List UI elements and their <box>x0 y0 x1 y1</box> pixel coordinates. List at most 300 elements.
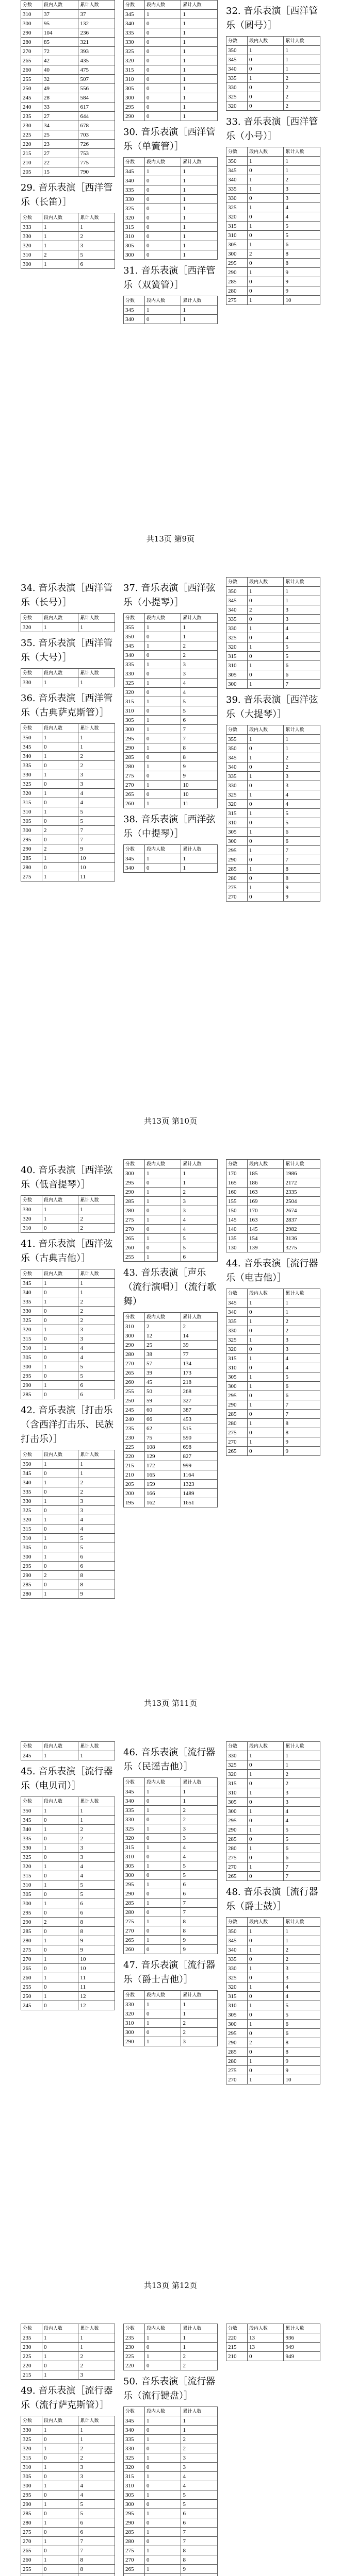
table-cell: 270 <box>124 1359 145 1368</box>
table-cell: 320 <box>226 1770 248 1779</box>
table-cell: 7 <box>78 2537 115 2546</box>
column-header: 分数 <box>124 2324 145 2333</box>
table-row <box>21 2370 115 2380</box>
table-cell: 9 <box>181 1945 218 1954</box>
table-cell: 0 <box>247 1955 284 1964</box>
table-row <box>124 1359 218 1368</box>
table-cell: 6 <box>181 1880 218 1889</box>
table-cell: 11 <box>78 1973 115 1982</box>
table-row <box>21 1224 115 1233</box>
table-row <box>124 641 218 651</box>
table-cell: 0 <box>247 166 284 175</box>
table-cell: 9 <box>78 844 115 854</box>
table-cell: 3 <box>284 1973 320 1982</box>
table-row <box>21 38 115 47</box>
table-row <box>226 1169 320 1178</box>
table-cell: 0 <box>247 2029 284 2038</box>
table-cell: 320 <box>21 1325 42 1334</box>
table-cell: 0 <box>42 2565 78 2574</box>
table-cell: 285 <box>124 1197 145 1206</box>
table-cell: 1 <box>247 175 284 184</box>
table-cell: 1 <box>42 1478 78 1487</box>
table-cell: 345 <box>21 742 42 752</box>
table-cell: 28 <box>42 93 78 103</box>
table-cell: 290 <box>21 1571 42 1580</box>
table-cell: 345 <box>124 306 145 315</box>
table-cell: 255 <box>21 2565 42 2574</box>
table-cell: 325 <box>21 779 42 789</box>
table-row <box>124 716 218 725</box>
table-cell: 5 <box>181 2490 218 2500</box>
table-cell: 335 <box>226 74 248 83</box>
table-cell: 2 <box>284 175 320 184</box>
table-cell: 172 <box>144 1461 181 1470</box>
table-cell: 300 <box>124 2028 145 2037</box>
table-cell: 775 <box>78 158 115 167</box>
table-cell: 145 <box>226 1215 248 1225</box>
table-header-row <box>21 2416 115 2426</box>
table-row <box>226 2352 320 2361</box>
table-cell: 230 <box>21 2343 42 2352</box>
table-cell: 300 <box>226 837 248 846</box>
section-title: 46. 音乐表演［流行器乐（民谣吉他）］ <box>123 1747 216 1772</box>
column-header: 累计人数 <box>284 1918 320 1927</box>
table-cell: 8 <box>181 743 218 753</box>
table-cell: 310 <box>226 818 248 827</box>
table-cell: 1 <box>181 93 218 103</box>
table-cell: 1 <box>144 2472 181 2481</box>
table-cell: 9 <box>284 892 320 902</box>
table-row <box>21 112 115 121</box>
table-cell: 275 <box>21 2528 42 2537</box>
table-row <box>226 2047 320 2057</box>
table-cell: 1 <box>144 2037 181 2046</box>
table-cell: 1 <box>247 74 284 83</box>
table-row <box>226 2001 320 2010</box>
table-cell: 8 <box>284 1419 320 1428</box>
table-cell: 7 <box>181 2528 218 2537</box>
table-row <box>124 112 218 121</box>
column <box>123 2324 218 2576</box>
table-cell: 34 <box>42 121 78 130</box>
table-row <box>226 624 320 633</box>
table-cell: 1 <box>284 1308 320 1317</box>
table-cell: 320 <box>226 800 248 809</box>
table-cell: 33 <box>42 103 78 112</box>
table-row <box>226 1825 320 1835</box>
table-cell: 1 <box>144 623 181 632</box>
table-cell: 170 <box>247 1206 284 1215</box>
table-cell: 285 <box>21 2509 42 2518</box>
table-cell: 1 <box>247 1964 284 1973</box>
table-cell: 350 <box>226 587 248 596</box>
section-title: 29. 音乐表演［西洋管乐（长笛）］ <box>21 182 113 208</box>
column-header: 分数 <box>226 725 248 735</box>
table-cell: 2 <box>181 1806 218 1815</box>
table-cell: 1 <box>284 587 320 596</box>
table-row <box>21 1534 115 1543</box>
table-cell: 330 <box>21 1205 42 1214</box>
table-cell: 310 <box>124 232 145 241</box>
table-cell: 345 <box>124 10 145 19</box>
table-cell: 265 <box>21 2546 42 2555</box>
table-cell: 300 <box>226 1382 248 1391</box>
table-cell: 1 <box>181 167 218 176</box>
table-cell: 0 <box>42 761 78 770</box>
table-cell: 0 <box>42 817 78 826</box>
table-cell: 320 <box>226 1982 248 1992</box>
table-cell: 13 <box>247 2343 284 2352</box>
table-cell: 165 <box>226 1178 248 1188</box>
table-row <box>21 47 115 56</box>
table-cell: 300 <box>124 1331 145 1341</box>
table-cell: 0 <box>144 250 181 260</box>
table-cell: 0 <box>247 286 284 296</box>
table-cell: 5 <box>284 231 320 240</box>
table-cell: 1 <box>144 781 181 790</box>
table-cell: 1 <box>78 1460 115 1469</box>
table-cell: 3 <box>284 615 320 624</box>
table-cell: 280 <box>124 2537 145 2546</box>
column-header: 分数 <box>124 614 145 623</box>
table-row <box>124 1498 218 1507</box>
table-cell: 0 <box>42 2472 78 2481</box>
table-cell: 1 <box>78 1288 115 1297</box>
table-cell: 1 <box>247 735 284 744</box>
table-cell: 0 <box>42 1580 78 1589</box>
table-cell: 1 <box>247 1400 284 1410</box>
table-cell: 300 <box>21 260 42 269</box>
column <box>226 1741 320 2089</box>
table-cell: 260 <box>21 2555 42 2565</box>
table-cell: 2 <box>284 92 320 101</box>
table-cell: 225 <box>21 2352 42 2361</box>
table-header-row <box>124 296 218 306</box>
column-header: 段内人数 <box>42 1450 78 1460</box>
table-row <box>226 892 320 902</box>
table-row <box>21 1460 115 1469</box>
table-cell: 2 <box>42 1571 78 1580</box>
table-cell: 310 <box>21 1534 42 1543</box>
table-cell: 0 <box>144 1889 181 1899</box>
table-row <box>124 771 218 781</box>
table-cell: 310 <box>226 2001 248 2010</box>
table-cell: 8 <box>284 259 320 268</box>
table-row <box>124 725 218 734</box>
table-cell: 0 <box>42 2435 78 2444</box>
table-cell: 139 <box>247 1243 284 1252</box>
table-cell: 310 <box>226 231 248 240</box>
table-cell: 310 <box>226 1788 248 1798</box>
table-cell: 1 <box>247 184 284 194</box>
table-cell: 25 <box>42 130 78 140</box>
table-cell: 1 <box>42 1899 78 1908</box>
table-cell: 62 <box>144 1424 181 1433</box>
score-table <box>21 1741 115 1760</box>
table-row <box>226 2343 320 2352</box>
section-title: 45. 音乐表演［流行器乐（电贝司）］ <box>21 1766 113 1791</box>
table-cell: 315 <box>21 1334 42 1344</box>
table-cell: 0 <box>247 64 284 74</box>
score-table <box>123 157 218 260</box>
table-header-row <box>21 1450 115 1460</box>
table-cell: 290 <box>124 2518 145 2528</box>
table-row <box>124 2416 218 2426</box>
table-cell: 0 <box>247 1779 284 1788</box>
table-cell: 330 <box>226 1326 248 1335</box>
table-cell: 340 <box>124 863 145 873</box>
table-row <box>226 735 320 744</box>
score-table <box>123 2406 218 2576</box>
table-cell: 1 <box>284 1751 320 1760</box>
column-header: 累计人数 <box>181 2324 218 2333</box>
table-cell: 270 <box>124 2555 145 2565</box>
table-cell: 7 <box>284 1410 320 1419</box>
table-cell: 1 <box>247 1927 284 1936</box>
table-cell: 1 <box>181 1178 218 1188</box>
column-header: 累计人数 <box>181 1778 218 1787</box>
table-cell: 335 <box>124 2435 145 2444</box>
table-cell: 330 <box>226 624 248 633</box>
table-cell: 3 <box>284 1345 320 1354</box>
table-cell: 0 <box>247 259 284 268</box>
table-cell: 1323 <box>181 1480 218 1489</box>
table-cell: 1 <box>247 1844 284 1853</box>
table-cell: 2 <box>78 1224 115 1233</box>
column-header: 段内人数 <box>247 2324 284 2333</box>
score-table <box>21 1450 115 1599</box>
table-cell: 285 <box>21 1580 42 1589</box>
table-cell: 3 <box>78 1334 115 1344</box>
table-cell: 9 <box>78 1945 115 1955</box>
table-cell: 3 <box>181 2463 218 2472</box>
table-cell: 3 <box>78 779 115 789</box>
table-cell: 1 <box>78 2435 115 2444</box>
table-cell: 300 <box>226 1807 248 1816</box>
table-row <box>124 195 218 204</box>
table-cell: 1 <box>144 1252 181 1262</box>
table-row <box>124 1489 218 1498</box>
score-table <box>21 213 115 269</box>
table-cell: 300 <box>226 249 248 259</box>
table-cell: 2 <box>181 2435 218 2444</box>
column-header: 分数 <box>124 1313 145 1322</box>
table-row <box>124 2333 218 2343</box>
table-row <box>124 213 218 223</box>
table-cell: 290 <box>21 1918 42 1927</box>
table-row <box>226 1788 320 1798</box>
table-cell: 0 <box>144 19 181 28</box>
table-cell: 280 <box>124 1350 145 1359</box>
table-cell: 1 <box>42 854 78 863</box>
table-row <box>124 28 218 38</box>
table-cell: 2 <box>181 1188 218 1197</box>
table-row <box>21 250 115 260</box>
column-header: 分数 <box>21 1797 42 1806</box>
table-cell: 0 <box>247 1447 284 1456</box>
table-cell: 330 <box>21 232 42 241</box>
table-cell: 2 <box>144 1322 181 1331</box>
table-row <box>124 2019 218 2028</box>
table-row <box>226 46 320 55</box>
table-cell: 0 <box>247 1326 284 1335</box>
page-footer: 共13页 第12页 <box>144 2281 197 2290</box>
table-row <box>124 632 218 641</box>
table-cell: 453 <box>181 1415 218 1424</box>
table-header-row <box>21 1 115 10</box>
table-row <box>226 259 320 268</box>
column-header: 累计人数 <box>78 2324 115 2333</box>
table-cell: 310 <box>226 1363 248 1372</box>
table-cell: 1 <box>144 2333 181 2343</box>
table-row <box>124 2453 218 2463</box>
score-table <box>123 296 218 324</box>
table-cell: 0 <box>247 2047 284 2057</box>
table-cell: 1 <box>247 772 284 781</box>
table-cell: 4 <box>181 2481 218 2490</box>
table-cell: 0 <box>144 195 181 204</box>
table-row <box>21 742 115 752</box>
table-cell: 0 <box>144 1815 181 1824</box>
table-cell: 305 <box>21 1543 42 1552</box>
table-cell: 1 <box>181 2009 218 2019</box>
table-cell: 240 <box>124 1415 145 1424</box>
table-row <box>21 1497 115 1506</box>
table-cell: 345 <box>21 1279 42 1288</box>
table-cell: 0 <box>144 2028 181 2037</box>
table-cell: 1 <box>247 1335 284 1345</box>
table-cell: 350 <box>226 1927 248 1936</box>
table-cell: 1 <box>42 1362 78 1371</box>
table-row <box>124 1852 218 1861</box>
table-cell: 330 <box>226 781 248 790</box>
table-cell: 1 <box>42 1862 78 1871</box>
table-cell: 2 <box>78 761 115 770</box>
table-cell: 1 <box>144 2435 181 2444</box>
table-cell: 5 <box>284 652 320 661</box>
table-cell: 325 <box>226 92 248 101</box>
table-header-row <box>124 845 218 854</box>
table-cell: 285 <box>21 854 42 863</box>
column-header: 累计人数 <box>181 158 218 167</box>
table-cell: 275 <box>21 872 42 882</box>
table-row <box>124 2028 218 2037</box>
table-cell: 275 <box>124 2546 145 2555</box>
table-cell: 698 <box>181 1443 218 1452</box>
column-header: 累计人数 <box>181 1160 218 1169</box>
table-cell <box>21 2574 42 2576</box>
table-cell: 310 <box>226 661 248 670</box>
table-cell: 1 <box>144 2019 181 2028</box>
column-header: 段内人数 <box>42 669 78 678</box>
table-cell: 350 <box>21 1806 42 1816</box>
column-header: 分数 <box>124 1160 145 1169</box>
table-row <box>21 1871 115 1880</box>
table-row <box>226 781 320 790</box>
score-table <box>226 2324 320 2361</box>
table-cell: 0 <box>144 1797 181 1806</box>
table-cell: 1 <box>247 827 284 837</box>
table-cell: 8 <box>78 1580 115 1589</box>
table-cell: 1 <box>144 1917 181 1926</box>
table-row <box>21 733 115 742</box>
table-row <box>124 93 218 103</box>
table-cell: 1 <box>42 2518 78 2528</box>
table-cell: 37 <box>78 10 115 19</box>
table-cell: 0 <box>247 1760 284 1770</box>
table-cell: 42 <box>42 56 78 65</box>
table-cell: 8 <box>181 2546 218 2555</box>
table-cell: 0 <box>247 1345 284 1354</box>
table-cell: 305 <box>21 2472 42 2481</box>
table-row <box>124 1908 218 1917</box>
table-row <box>124 2361 218 2370</box>
table-row <box>124 1197 218 1206</box>
table-cell: 260 <box>124 1243 145 1252</box>
table-cell: 320 <box>226 101 248 111</box>
table-cell: 173 <box>181 1368 218 1378</box>
table-header-row <box>21 2324 115 2333</box>
table-cell: 300 <box>124 250 145 260</box>
column-header: 分数 <box>124 1991 145 2000</box>
table-cell: 9 <box>284 2057 320 2066</box>
table-cell: 2982 <box>284 1225 320 1234</box>
table-cell: 949 <box>284 2352 320 2361</box>
table-row <box>226 1927 320 1936</box>
table-cell: 340 <box>226 605 248 615</box>
table-row <box>226 296 320 305</box>
table-header-row <box>124 2324 218 2333</box>
table-cell: 1 <box>247 1317 284 1326</box>
table-cell: 1 <box>42 752 78 761</box>
table-cell: 5 <box>78 807 115 817</box>
table-cell: 1 <box>42 1515 78 1524</box>
table-cell: 1 <box>144 697 181 706</box>
table-cell: 320 <box>226 1345 248 1354</box>
table-row <box>21 1288 115 1297</box>
table-cell: 320 <box>124 2009 145 2019</box>
table-cell: 0 <box>144 2537 181 2546</box>
table-cell: 1 <box>181 863 218 873</box>
table-cell: 644 <box>78 112 115 121</box>
table-cell <box>78 2574 115 2576</box>
table-cell: 0 <box>144 2463 181 2472</box>
table-cell: 9 <box>181 1936 218 1945</box>
table-cell: 1 <box>181 250 218 260</box>
table-cell: 1 <box>181 112 218 121</box>
page-footer: 共13页 第11页 <box>144 1699 197 1708</box>
table-cell: 0 <box>42 1334 78 1344</box>
table-cell: 295 <box>226 2029 248 2038</box>
table-row <box>124 2518 218 2528</box>
table-cell: 4 <box>181 1843 218 1852</box>
table-cell: 2 <box>181 651 218 660</box>
column-header: 分数 <box>124 158 145 167</box>
table-row <box>226 883 320 892</box>
table-cell: 3 <box>78 1325 115 1334</box>
table-cell: 159 <box>144 1480 181 1489</box>
table-row <box>21 140 115 149</box>
table-header-row <box>124 158 218 167</box>
table-cell: 2 <box>284 1317 320 1326</box>
table-row <box>21 1973 115 1982</box>
table-cell: 1 <box>144 2528 181 2537</box>
table-cell: 12 <box>78 1992 115 2001</box>
table-header-row <box>21 614 115 623</box>
table-cell <box>42 2574 78 2576</box>
table-cell: 270 <box>226 1437 248 1447</box>
table-row <box>124 734 218 743</box>
